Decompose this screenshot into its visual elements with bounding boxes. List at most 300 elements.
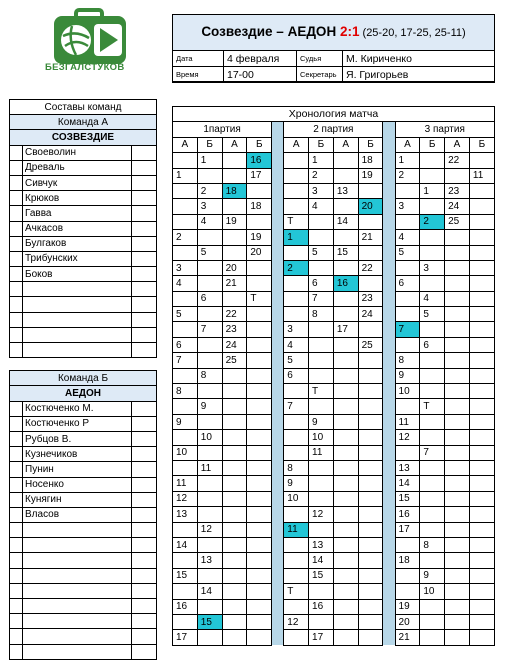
point-cell xyxy=(420,507,445,522)
point-cell: 9 xyxy=(395,368,420,383)
player-number-cell xyxy=(10,416,23,431)
column-header: Б xyxy=(197,137,222,152)
point-cell xyxy=(309,214,334,229)
point-cell: 19 xyxy=(395,599,420,614)
point-cell xyxy=(284,153,309,168)
player-extra-cell xyxy=(132,267,157,282)
set-separator xyxy=(383,460,395,475)
player-extra-cell xyxy=(132,312,157,327)
point-cell xyxy=(222,414,247,429)
point-cell xyxy=(358,491,383,506)
point-cell: 11 xyxy=(284,522,309,537)
set-separator xyxy=(383,230,395,245)
point-cell xyxy=(247,460,272,475)
point-cell: 13 xyxy=(333,183,358,198)
point-cell: 13 xyxy=(309,537,334,552)
set-separator xyxy=(383,199,395,214)
player-name: Гавва xyxy=(23,206,132,221)
point-cell: 14 xyxy=(197,584,222,599)
player-number-cell xyxy=(10,599,23,614)
point-cell xyxy=(469,399,494,414)
point-cell xyxy=(445,307,470,322)
point-cell xyxy=(247,260,272,275)
point-cell: 2 xyxy=(173,230,198,245)
team-b-label: Команда Б xyxy=(10,371,157,386)
set-separator xyxy=(272,214,284,229)
set-separator xyxy=(272,353,284,368)
player-name xyxy=(23,343,132,358)
point-cell: 22 xyxy=(222,307,247,322)
point-cell xyxy=(420,491,445,506)
point-cell: 4 xyxy=(395,230,420,245)
point-cell xyxy=(469,368,494,383)
player-name xyxy=(23,599,132,614)
point-cell xyxy=(197,414,222,429)
point-cell xyxy=(469,276,494,291)
player-number-cell xyxy=(10,160,23,175)
point-cell xyxy=(222,537,247,552)
column-header: Б xyxy=(309,137,334,152)
point-cell xyxy=(222,168,247,183)
chronology-row xyxy=(173,460,495,475)
point-cell xyxy=(309,368,334,383)
player-name xyxy=(23,553,132,568)
point-cell: 3 xyxy=(395,199,420,214)
point-cell xyxy=(173,368,198,383)
point-cell: 12 xyxy=(309,507,334,522)
point-cell xyxy=(284,599,309,614)
set-separator xyxy=(383,214,395,229)
player-number-cell xyxy=(10,492,23,507)
point-cell: 10 xyxy=(197,430,222,445)
set-separator xyxy=(272,430,284,445)
chronology-row xyxy=(173,368,495,383)
point-cell xyxy=(445,168,470,183)
column-header: А xyxy=(222,137,247,152)
point-cell xyxy=(395,183,420,198)
point-cell: 14 xyxy=(309,553,334,568)
column-header: А xyxy=(284,137,309,152)
point-cell: 20 xyxy=(247,245,272,260)
set-separator xyxy=(272,414,284,429)
point-cell xyxy=(445,568,470,583)
set-separator xyxy=(383,368,395,383)
point-cell xyxy=(197,307,222,322)
point-cell: 11 xyxy=(395,414,420,429)
point-cell xyxy=(358,522,383,537)
point-cell xyxy=(358,414,383,429)
player-extra-cell xyxy=(132,599,157,614)
set-separator xyxy=(383,507,395,522)
point-cell xyxy=(197,445,222,460)
player-name: Рубцов В. xyxy=(23,431,132,446)
point-cell xyxy=(333,291,358,306)
chronology-row xyxy=(173,476,495,491)
chronology-row xyxy=(173,384,495,399)
set-separator xyxy=(272,153,284,168)
point-cell xyxy=(197,599,222,614)
player-extra-cell xyxy=(132,644,157,659)
point-cell xyxy=(420,460,445,475)
point-cell xyxy=(284,245,309,260)
team-b-player-row xyxy=(10,431,157,446)
point-cell xyxy=(247,537,272,552)
rosters-title: Составы команд xyxy=(10,100,157,115)
point-cell xyxy=(445,599,470,614)
point-cell xyxy=(333,199,358,214)
point-cell: 23 xyxy=(445,183,470,198)
point-cell: 11 xyxy=(469,168,494,183)
point-cell xyxy=(469,537,494,552)
team-b-player-row xyxy=(10,507,157,522)
set-separator xyxy=(383,384,395,399)
point-cell xyxy=(247,630,272,645)
point-cell xyxy=(247,414,272,429)
point-cell xyxy=(469,322,494,337)
point-cell xyxy=(445,353,470,368)
point-cell xyxy=(358,322,383,337)
set-separator xyxy=(272,291,284,306)
chronology-row xyxy=(173,414,495,429)
point-cell: 22 xyxy=(358,260,383,275)
point-cell: 15 xyxy=(395,491,420,506)
point-cell xyxy=(333,153,358,168)
point-cell xyxy=(247,584,272,599)
point-cell: Т xyxy=(284,214,309,229)
point-cell xyxy=(284,183,309,198)
point-cell xyxy=(309,476,334,491)
point-cell xyxy=(247,445,272,460)
player-extra-cell xyxy=(132,236,157,251)
player-number-cell xyxy=(10,145,23,160)
player-number-cell xyxy=(10,236,23,251)
set-separator xyxy=(383,568,395,583)
referee-label: Судья xyxy=(297,51,343,67)
point-cell: 17 xyxy=(247,168,272,183)
player-extra-cell xyxy=(132,553,157,568)
time-label: Время xyxy=(173,67,224,83)
column-header: Б xyxy=(420,137,445,152)
set-separator xyxy=(272,122,284,137)
point-cell xyxy=(197,537,222,552)
point-cell xyxy=(358,445,383,460)
set-separator xyxy=(272,568,284,583)
point-cell xyxy=(395,307,420,322)
point-cell xyxy=(247,476,272,491)
point-cell xyxy=(445,245,470,260)
player-name: Боков xyxy=(23,267,132,282)
chronology-row xyxy=(173,399,495,414)
point-cell xyxy=(445,460,470,475)
point-cell xyxy=(333,430,358,445)
team-a-player-row xyxy=(10,267,157,282)
point-cell xyxy=(333,630,358,645)
point-cell: 8 xyxy=(173,384,198,399)
point-cell: 8 xyxy=(309,307,334,322)
point-cell xyxy=(469,445,494,460)
point-cell: 4 xyxy=(420,291,445,306)
set-separator xyxy=(383,414,395,429)
team-a-player-row xyxy=(10,160,157,175)
point-cell xyxy=(420,276,445,291)
point-cell xyxy=(445,476,470,491)
point-cell xyxy=(358,568,383,583)
point-cell: 18 xyxy=(247,199,272,214)
point-cell xyxy=(284,445,309,460)
point-cell xyxy=(395,537,420,552)
chronology-row xyxy=(173,230,495,245)
point-cell xyxy=(469,522,494,537)
point-cell xyxy=(247,507,272,522)
point-cell xyxy=(358,507,383,522)
team-b-player-row xyxy=(10,583,157,598)
point-cell xyxy=(445,445,470,460)
point-cell: 20 xyxy=(358,199,383,214)
player-name: Крюков xyxy=(23,191,132,206)
team-a-player-row xyxy=(10,191,157,206)
point-cell xyxy=(395,291,420,306)
team-b-player-row xyxy=(10,538,157,553)
player-number-cell xyxy=(10,312,23,327)
player-number-cell xyxy=(10,614,23,629)
set-separator xyxy=(272,507,284,522)
point-cell: 7 xyxy=(395,322,420,337)
set-separator xyxy=(272,553,284,568)
point-cell xyxy=(247,384,272,399)
point-cell xyxy=(420,553,445,568)
column-header: Б xyxy=(358,137,383,152)
point-cell xyxy=(173,183,198,198)
point-cell: 23 xyxy=(222,322,247,337)
point-cell xyxy=(445,430,470,445)
point-cell xyxy=(395,445,420,460)
point-cell xyxy=(469,353,494,368)
point-cell: 16 xyxy=(395,507,420,522)
point-cell xyxy=(222,630,247,645)
point-cell xyxy=(247,183,272,198)
point-cell: 9 xyxy=(197,399,222,414)
chronology-row xyxy=(173,260,495,275)
point-cell xyxy=(469,507,494,522)
point-cell xyxy=(284,291,309,306)
point-cell: 5 xyxy=(284,353,309,368)
team-a-player-row xyxy=(10,206,157,221)
player-name xyxy=(23,614,132,629)
secretary-value: Я. Григорьев xyxy=(343,67,495,83)
point-cell xyxy=(333,537,358,552)
player-number-cell xyxy=(10,431,23,446)
match-score: 2:1 xyxy=(339,24,360,39)
point-cell xyxy=(222,445,247,460)
column-header: А xyxy=(333,137,358,152)
match-title xyxy=(173,15,494,51)
point-cell xyxy=(173,322,198,337)
point-cell: 25 xyxy=(358,337,383,352)
point-cell xyxy=(333,414,358,429)
set-separator xyxy=(272,322,284,337)
point-cell: 23 xyxy=(358,291,383,306)
team-b-player-row xyxy=(10,568,157,583)
point-cell xyxy=(445,507,470,522)
point-cell xyxy=(333,491,358,506)
player-extra-cell xyxy=(132,629,157,644)
player-extra-cell xyxy=(132,251,157,266)
point-cell xyxy=(247,276,272,291)
point-cell xyxy=(445,384,470,399)
point-cell xyxy=(333,476,358,491)
point-cell xyxy=(173,522,198,537)
point-cell xyxy=(309,399,334,414)
point-cell: 10 xyxy=(173,445,198,460)
point-cell: 10 xyxy=(284,491,309,506)
player-number-cell xyxy=(10,507,23,522)
chronology-row xyxy=(173,153,495,168)
point-cell xyxy=(445,291,470,306)
set-separator xyxy=(383,337,395,352)
chronology-row xyxy=(173,537,495,552)
point-cell xyxy=(284,199,309,214)
point-cell xyxy=(173,245,198,260)
player-name xyxy=(23,282,132,297)
player-number-cell xyxy=(10,282,23,297)
point-cell: 24 xyxy=(222,337,247,352)
point-cell: 6 xyxy=(173,337,198,352)
point-cell: 13 xyxy=(173,507,198,522)
player-number-cell xyxy=(10,401,23,416)
set-separator xyxy=(383,168,395,183)
team-a-player-row xyxy=(10,145,157,160)
point-cell xyxy=(358,245,383,260)
point-cell xyxy=(222,614,247,629)
point-cell xyxy=(247,322,272,337)
point-cell xyxy=(358,584,383,599)
point-cell: 9 xyxy=(173,414,198,429)
point-cell xyxy=(333,614,358,629)
chronology-row xyxy=(173,614,495,629)
player-name xyxy=(23,629,132,644)
match-teams: Созвездие – АЕДОН xyxy=(201,24,340,39)
match-info-table xyxy=(172,50,495,83)
point-cell xyxy=(395,260,420,275)
point-cell xyxy=(197,384,222,399)
player-extra-cell xyxy=(132,160,157,175)
point-cell xyxy=(197,260,222,275)
team-a-player-row xyxy=(10,327,157,342)
point-cell xyxy=(222,460,247,475)
set-separator xyxy=(383,599,395,614)
set-separator xyxy=(272,183,284,198)
point-cell xyxy=(173,291,198,306)
team-a-player-row xyxy=(10,221,157,236)
point-cell xyxy=(333,368,358,383)
set-separator xyxy=(272,491,284,506)
point-cell: 14 xyxy=(395,476,420,491)
point-cell xyxy=(222,245,247,260)
player-extra-cell xyxy=(132,145,157,160)
column-header: А xyxy=(445,137,470,152)
point-cell xyxy=(173,460,198,475)
set-separator xyxy=(383,537,395,552)
player-number-cell xyxy=(10,191,23,206)
player-extra-cell xyxy=(132,447,157,462)
team-b-player-row xyxy=(10,599,157,614)
point-cell xyxy=(222,384,247,399)
set-separator xyxy=(383,245,395,260)
point-cell: 10 xyxy=(420,584,445,599)
team-b-player-row xyxy=(10,447,157,462)
point-cell xyxy=(358,214,383,229)
point-cell: 20 xyxy=(222,260,247,275)
player-extra-cell xyxy=(132,175,157,190)
point-cell: 6 xyxy=(284,368,309,383)
point-cell xyxy=(445,368,470,383)
point-cell xyxy=(420,153,445,168)
point-cell xyxy=(469,260,494,275)
logo-text: БЕЗГАЛСТУКОВ xyxy=(45,62,125,73)
point-cell xyxy=(222,153,247,168)
chronology-row xyxy=(173,568,495,583)
point-cell xyxy=(284,568,309,583)
point-cell xyxy=(197,353,222,368)
point-cell xyxy=(420,368,445,383)
set-header: 3 партия xyxy=(395,122,494,137)
point-cell xyxy=(309,260,334,275)
point-cell xyxy=(469,491,494,506)
column-header: А xyxy=(173,137,198,152)
chronology-row xyxy=(173,337,495,352)
player-extra-cell xyxy=(132,343,157,358)
point-cell xyxy=(222,199,247,214)
point-cell xyxy=(445,491,470,506)
point-cell: 7 xyxy=(420,445,445,460)
player-extra-cell xyxy=(132,523,157,538)
player-extra-cell xyxy=(132,614,157,629)
set-separator xyxy=(383,291,395,306)
point-cell: 2 xyxy=(197,183,222,198)
set-separator xyxy=(272,168,284,183)
set-separator xyxy=(383,122,395,137)
point-cell: 17 xyxy=(395,522,420,537)
player-extra-cell xyxy=(132,568,157,583)
player-extra-cell xyxy=(132,401,157,416)
point-cell xyxy=(173,214,198,229)
set-separator xyxy=(383,430,395,445)
point-cell: 19 xyxy=(222,214,247,229)
roster-spacer xyxy=(10,358,157,371)
point-cell xyxy=(469,584,494,599)
point-cell xyxy=(309,337,334,352)
point-cell xyxy=(420,476,445,491)
player-extra-cell xyxy=(132,538,157,553)
player-name: Носенко xyxy=(23,477,132,492)
point-cell xyxy=(309,614,334,629)
point-cell xyxy=(173,199,198,214)
point-cell xyxy=(247,568,272,583)
point-cell: Т xyxy=(284,584,309,599)
set-separator xyxy=(272,337,284,352)
point-cell xyxy=(247,353,272,368)
set-separator xyxy=(272,245,284,260)
point-cell xyxy=(358,183,383,198)
set-separator xyxy=(383,584,395,599)
date-value: 4 февраля xyxy=(224,51,297,67)
point-cell: 3 xyxy=(197,199,222,214)
set-header: 2 партия xyxy=(284,122,383,137)
point-cell xyxy=(358,614,383,629)
point-cell xyxy=(469,291,494,306)
point-cell: 14 xyxy=(173,537,198,552)
point-cell xyxy=(333,384,358,399)
